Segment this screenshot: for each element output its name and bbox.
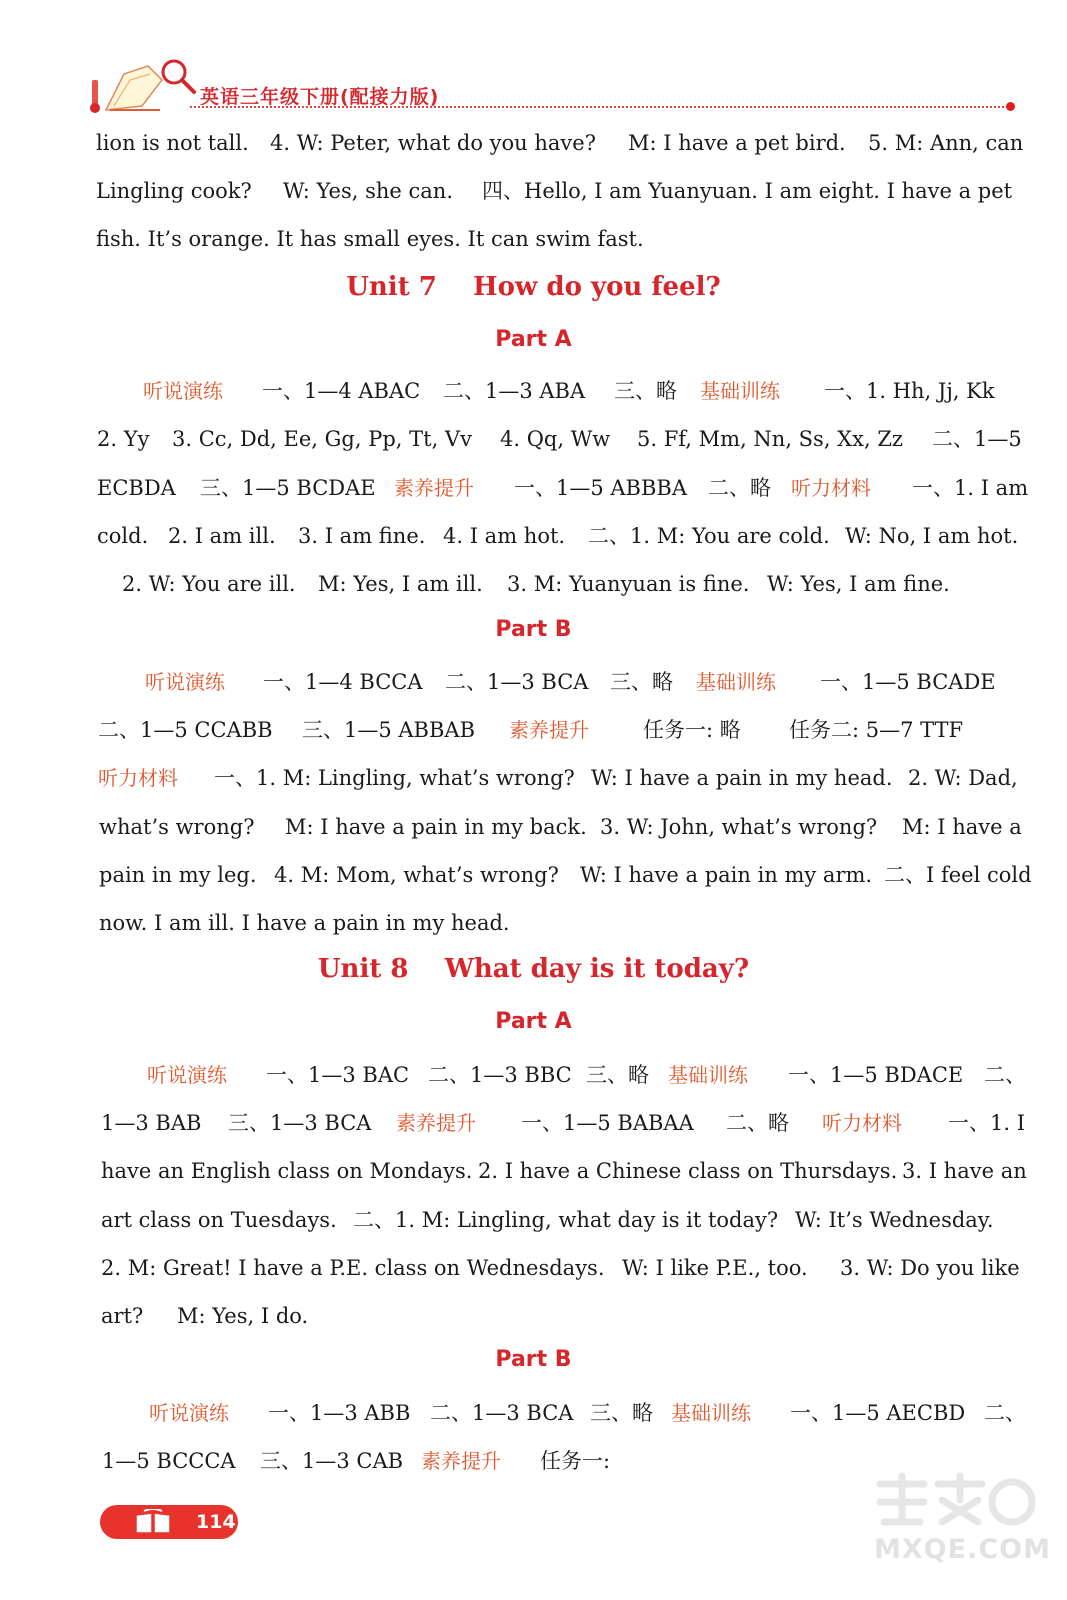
answer-text: 1—3 BAB xyxy=(101,1111,202,1135)
part-a-heading: Part A xyxy=(495,327,572,352)
part-a-heading: Part A xyxy=(495,1009,572,1034)
text-line xyxy=(0,215,1067,263)
answer-text: 二、1—3 BCA xyxy=(445,670,589,694)
answer-text: 一、1—5 BDACE xyxy=(788,1063,964,1087)
answer-text: W: Yes, I am fine. xyxy=(767,572,950,596)
answer-text: what’s wrong? xyxy=(99,815,255,839)
answer-text: 任务二: 5—7 TTF xyxy=(789,718,964,742)
section-label: 听说演练 xyxy=(143,379,223,403)
text-line xyxy=(0,1389,1067,1437)
text-line xyxy=(0,1196,1067,1244)
answer-text: 2. Yy xyxy=(97,427,150,451)
answer-text: ECBDA xyxy=(97,476,176,500)
section-label: 素养提升 xyxy=(394,476,474,500)
answer-text: W: No, I am hot. xyxy=(845,524,1019,548)
answer-text: 4. Qq, Ww xyxy=(500,427,611,451)
text-line xyxy=(0,1244,1067,1292)
page-header xyxy=(0,0,1067,130)
book-icon xyxy=(132,1509,174,1535)
answer-text: 三、略 xyxy=(614,379,677,403)
answer-text: 一、1—4 ABAC xyxy=(262,379,421,403)
answer-text: 三、1—3 CAB xyxy=(260,1449,404,1473)
answer-text: 二、1. M: Lingling, what day is it today? xyxy=(353,1208,779,1232)
text-line xyxy=(0,167,1067,215)
answer-text: 2. W: You are ill. xyxy=(122,572,296,596)
answer-text: 二、1—3 BBC xyxy=(428,1063,572,1087)
answer-text: 一、1—4 BCCA xyxy=(263,670,423,694)
answer-text: 二、略 xyxy=(708,476,771,500)
section-label: 听力材料 xyxy=(98,766,178,790)
unit-7-heading: Unit 7 How do you feel? xyxy=(346,272,721,302)
answer-text: W: I have a pain in my arm. xyxy=(580,863,873,887)
answer-text: 三、略 xyxy=(610,670,673,694)
answer-text: 二、I feel cold xyxy=(884,863,1032,887)
page-number-badge xyxy=(100,1505,238,1539)
text-line xyxy=(0,899,1067,947)
answer-text: M: I have a pet bird. xyxy=(628,131,846,155)
answer-text: 二、略 xyxy=(726,1111,789,1135)
answer-text: 三、略 xyxy=(586,1063,649,1087)
answer-text: W: I have a pain in my head. xyxy=(591,766,893,790)
answer-text: M: I have a pain in my back. xyxy=(285,815,587,839)
part-b-heading: Part B xyxy=(495,617,572,642)
unit-8-heading: Unit 8 What day is it today? xyxy=(317,954,750,984)
answer-text: 四、Hello, I am Yuanyuan. I am eight. I have a pet xyxy=(482,179,1013,203)
section-label: 听力材料 xyxy=(822,1111,902,1135)
answer-text: W: It’s Wednesday. xyxy=(795,1208,994,1232)
answer-text: fish. It’s orange. It has small eyes. It can swim fast. xyxy=(96,227,644,251)
answer-text: 2. W: Dad, xyxy=(908,766,1018,790)
answer-text: 任务一: 略 xyxy=(643,718,741,742)
answer-text: 三、1—3 BCA xyxy=(228,1111,372,1135)
section-label: 听说演练 xyxy=(147,1063,227,1087)
answer-text: 一、1. I am xyxy=(912,476,1029,500)
watermark-text: MXQE.COM xyxy=(874,1534,1051,1565)
answer-text: M: Yes, I do. xyxy=(177,1304,309,1328)
answer-text: 一、1—3 BAC xyxy=(266,1063,410,1087)
answer-text: lion is not tall. xyxy=(96,131,249,155)
text-line xyxy=(0,415,1067,463)
text-line xyxy=(0,560,1067,608)
section-label: 基础训练 xyxy=(671,1401,751,1425)
answer-text: 3. I am fine. xyxy=(298,524,426,548)
section-label: 素养提升 xyxy=(396,1111,476,1135)
answer-text: 二、 xyxy=(984,1401,1026,1425)
section-label: 基础训练 xyxy=(700,379,780,403)
text-line xyxy=(0,1099,1067,1147)
book-title: 英语三年级下册(配接力版) xyxy=(200,86,440,108)
answer-text: now. I am ill. I have a pain in my head. xyxy=(99,911,510,935)
section-label: 听说演练 xyxy=(145,670,225,694)
text-line xyxy=(0,464,1067,512)
answer-text: 三、1—5 ABBAB xyxy=(302,718,476,742)
section-label: 基础训练 xyxy=(668,1063,748,1087)
answer-text: 4. W: Peter, what do you have? xyxy=(270,131,596,155)
text-line xyxy=(0,658,1067,706)
answer-text: 3. I have an xyxy=(902,1159,1027,1183)
text-line xyxy=(0,1147,1067,1195)
answer-text: 一、1. M: Lingling, what’s wrong? xyxy=(214,766,575,790)
answer-text: 二、1—3 BCA xyxy=(430,1401,574,1425)
answer-text: art? xyxy=(101,1304,144,1328)
answer-text: Lingling cook? xyxy=(96,179,252,203)
text-line xyxy=(0,803,1067,851)
answer-text: M: Yes, I am ill. xyxy=(318,572,483,596)
answer-text: 2. I am ill. xyxy=(168,524,276,548)
answer-text: 一、1—5 BCADE xyxy=(820,670,996,694)
answer-text: 3. Cc, Dd, Ee, Gg, Pp, Tt, Vv xyxy=(172,427,472,451)
answer-text: 3. W: John, what’s wrong? xyxy=(600,815,878,839)
text-line xyxy=(0,367,1067,415)
answer-text: cold. xyxy=(97,524,149,548)
answer-text: art class on Tuesdays. xyxy=(101,1208,337,1232)
answer-text: 三、略 xyxy=(590,1401,653,1425)
text-line xyxy=(0,851,1067,899)
answer-text: 一、1—5 ABBBA xyxy=(514,476,688,500)
answer-text: M: I have a xyxy=(902,815,1022,839)
answer-text: 二、1—5 xyxy=(932,427,1022,451)
text-line xyxy=(0,754,1067,802)
header-dotted-rule xyxy=(190,106,1008,108)
answer-text: 二、 xyxy=(984,1063,1026,1087)
text-line xyxy=(0,706,1067,754)
text-line xyxy=(0,1051,1067,1099)
answer-text: 一、1. Hh, Jj, Kk xyxy=(824,379,995,403)
answer-text: 3. M: Yuanyuan is fine. xyxy=(507,572,750,596)
answer-text: 二、1—5 CCABB xyxy=(98,718,273,742)
answer-text: 一、1—5 BABAA xyxy=(521,1111,694,1135)
answer-text: 一、1—5 AECBD xyxy=(790,1401,966,1425)
part-b-heading: Part B xyxy=(495,1347,572,1372)
answer-text: 一、1—3 ABB xyxy=(268,1401,411,1425)
answer-text: 3. W: Do you like xyxy=(840,1256,1020,1280)
answer-text: 1—5 BCCCA xyxy=(102,1449,236,1473)
text-line xyxy=(0,1292,1067,1340)
answer-text: 4. I am hot. xyxy=(443,524,566,548)
answer-text: W: Yes, she can. xyxy=(283,179,453,203)
magnifier-decoration-icon xyxy=(90,50,200,116)
section-label: 听说演练 xyxy=(149,1401,229,1425)
answer-text: 一、1. I xyxy=(948,1111,1026,1135)
text-line xyxy=(0,512,1067,560)
answer-text: 三、1—5 BCDAE xyxy=(200,476,376,500)
answer-text: 5. M: Ann, can xyxy=(868,131,1024,155)
section-label: 素养提升 xyxy=(509,718,589,742)
section-label: 素养提升 xyxy=(421,1449,501,1473)
page-number: 114 xyxy=(196,1511,236,1533)
answer-text: 2. I have a Chinese class on Thursdays. xyxy=(478,1159,898,1183)
answer-text: 2. M: Great! I have a P.E. class on Wednesdays. xyxy=(101,1256,605,1280)
answer-text: W: I like P.E., too. xyxy=(622,1256,808,1280)
text-line xyxy=(0,119,1067,167)
answer-text: 5. Ff, Mm, Nn, Ss, Xx, Zz xyxy=(637,427,903,451)
site-logo-watermark-icon xyxy=(866,1470,1036,1588)
section-label: 听力材料 xyxy=(791,476,871,500)
answer-text: 二、1—3 ABA xyxy=(443,379,586,403)
answer-text: 二、1. M: You are cold. xyxy=(588,524,830,548)
section-label: 基础训练 xyxy=(696,670,776,694)
answer-text: have an English class on Mondays. xyxy=(101,1159,473,1183)
answer-text: pain in my leg. xyxy=(99,863,257,887)
answer-text: 4. M: Mom, what’s wrong? xyxy=(274,863,559,887)
header-rule-dot xyxy=(1006,102,1015,111)
answer-text: 任务一: xyxy=(540,1449,611,1473)
